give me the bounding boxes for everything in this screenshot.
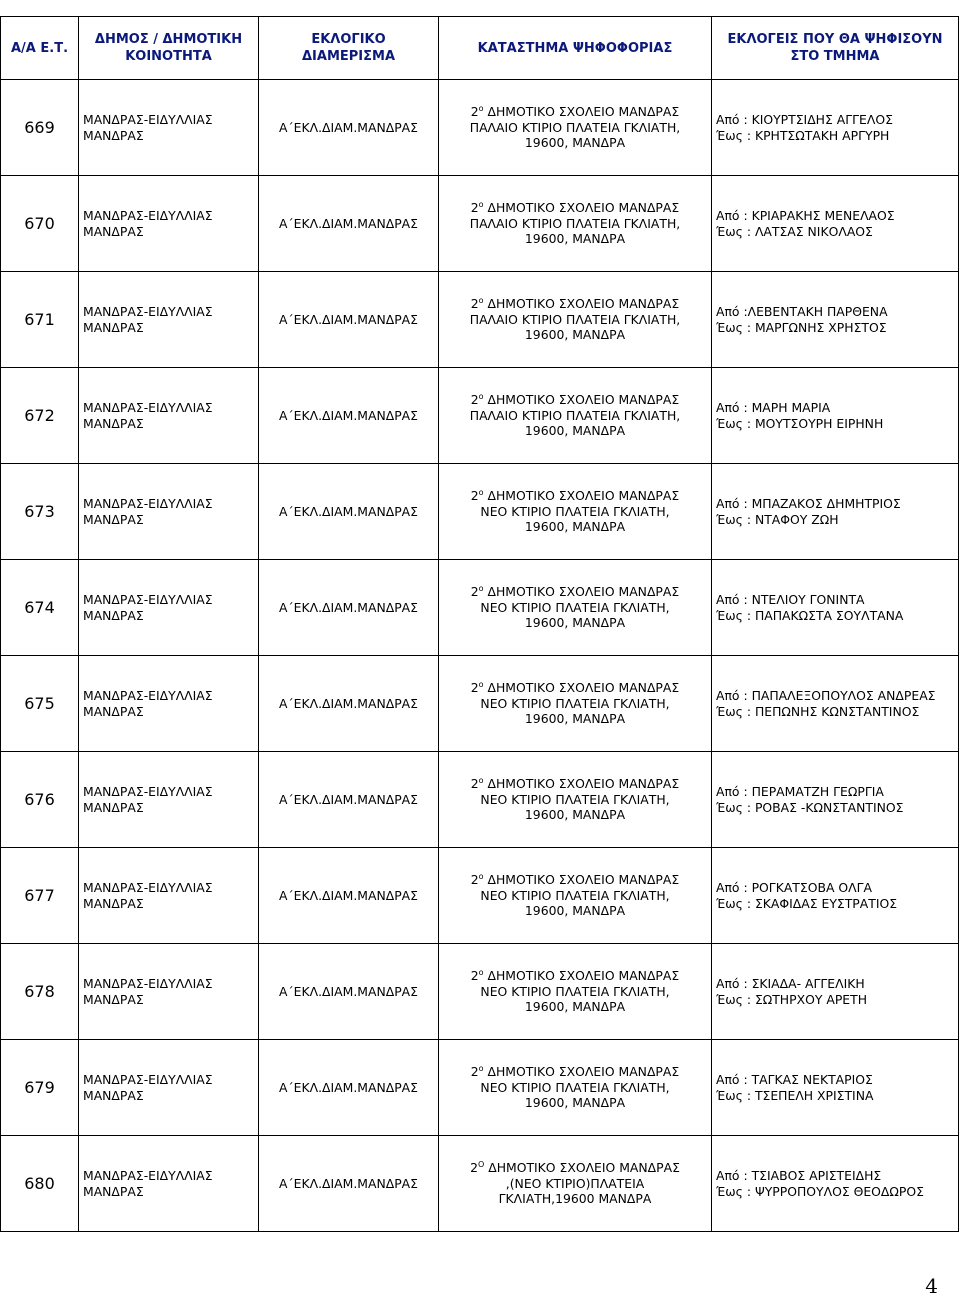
municipality-cell	[79, 80, 259, 176]
polling-station-line2: ΝΕΟ ΚΤΙΡΙΟ ΠΛΑΤΕΙΑ ΓΚΛΙΑΤΗ,	[480, 695, 670, 711]
table-row	[1, 272, 959, 368]
municipality-name: ΜΑΝΔΡΑΣ-ΕΙΔΥΛΛΙΑΣ	[83, 208, 213, 223]
ordinal-superscript: ο	[478, 872, 484, 882]
table-row	[1, 176, 959, 272]
school-name: ΔΗΜΟΤΙΚΟ ΣΧΟΛΕΙΟ ΜΑΝΔΡΑΣ	[483, 584, 680, 600]
school-ordinal: 2	[470, 104, 479, 120]
ordinal-superscript: ο	[478, 200, 484, 210]
row-number: 677	[1, 848, 79, 944]
voters-from: Από : ΚΙΟΥΡΤΣΙΔΗΣ ΑΓΓΕΛΟΣ	[716, 112, 893, 127]
row-number: 673	[1, 464, 79, 560]
polling-station-line1	[443, 104, 707, 120]
voters-to: Έως : ΜΑΡΓΩΝΗΣ ΧΡΗΣΤΟΣ	[716, 319, 887, 335]
polling-station-line1	[443, 872, 707, 888]
polling-station-line3: 19600, ΜΑΝΔΡΑ	[524, 1095, 626, 1111]
header-electoral-district: ΕΚΛΟΓΙΚΟ ΔΙΑΜΕΡΙΣΜΑ	[259, 17, 439, 80]
voters-cell	[712, 464, 959, 560]
community-name: ΜΑΝΔΡΑΣ	[83, 1183, 144, 1199]
polling-station-cell	[439, 560, 712, 656]
voters-to: Έως : ΨΥΡΡΟΠΟΥΛΟΣ ΘΕΟΔΩΡΟΣ	[716, 1183, 924, 1199]
ordinal-superscript: ο	[478, 104, 484, 114]
table-row	[1, 752, 959, 848]
electoral-district-cell: Α΄ΕΚΛ.ΔΙΑΜ.ΜΑΝΔΡΑΣ	[259, 656, 439, 752]
school-ordinal: 2	[470, 584, 479, 600]
ordinal-superscript: ο	[478, 296, 484, 306]
header-voters: ΕΚΛΟΓΕΙΣ ΠΟΥ ΘΑ ΨΗΦΙΣΟΥΝ ΣΤΟ ΤΜΗΜΑ	[712, 17, 959, 80]
polling-station-line3: 19600, ΜΑΝΔΡΑ	[524, 807, 626, 823]
voters-to: Έως : ΚΡΗΤΣΩΤΑΚΗ ΑΡΓΥΡΗ	[716, 127, 890, 143]
voters-to: Έως : ΝΤΑΦΟΥ ΖΩΗ	[716, 511, 839, 527]
electoral-district-cell: Α΄ΕΚΛ.ΔΙΑΜ.ΜΑΝΔΡΑΣ	[259, 464, 439, 560]
municipality-name: ΜΑΝΔΡΑΣ-ΕΙΔΥΛΛΙΑΣ	[83, 112, 213, 127]
polling-station-line1	[443, 488, 707, 504]
polling-station-line1	[443, 776, 707, 792]
school-name: ΔΗΜΟΤΙΚΟ ΣΧΟΛΕΙΟ ΜΑΝΔΡΑΣ	[483, 1064, 680, 1080]
voters-to: Έως : ΣΚΑΦΙΔΑΣ ΕΥΣΤΡΑΤΙΟΣ	[716, 895, 898, 911]
electoral-district-cell: Α΄ΕΚΛ.ΔΙΑΜ.ΜΑΝΔΡΑΣ	[259, 752, 439, 848]
polling-station-line3: 19600, ΜΑΝΔΡΑ	[524, 231, 626, 247]
municipality-cell	[79, 1136, 259, 1232]
table-row	[1, 656, 959, 752]
voters-cell	[712, 80, 959, 176]
polling-station-line3: 19600, ΜΑΝΔΡΑ	[524, 711, 626, 727]
municipality-name: ΜΑΝΔΡΑΣ-ΕΙΔΥΛΛΙΑΣ	[83, 304, 213, 319]
polling-station-line2: ΝΕΟ ΚΤΙΡΙΟ ΠΛΑΤΕΙΑ ΓΚΛΙΑΤΗ,	[480, 983, 670, 999]
ordinal-superscript: ο	[478, 1064, 484, 1074]
polling-station-line3: 19600, ΜΑΝΔΡΑ	[524, 903, 626, 919]
municipality-cell	[79, 944, 259, 1040]
header-polling-station: ΚΑΤΑΣΤΗΜΑ ΨΗΦΟΦΟΡΙΑΣ	[439, 17, 712, 80]
voters-from: Από : ΡΟΓΚΑΤΣΟΒΑ ΟΛΓΑ	[716, 880, 872, 895]
polling-station-line2: ΠΑΛΑΙΟ ΚΤΙΡΙΟ ΠΛΑΤΕΙΑ ΓΚΛΙΑΤΗ,	[469, 311, 681, 327]
row-number: 675	[1, 656, 79, 752]
community-name: ΜΑΝΔΡΑΣ	[83, 799, 144, 815]
polling-station-cell	[439, 752, 712, 848]
polling-station-line3: 19600, ΜΑΝΔΡΑ	[524, 999, 626, 1015]
polling-station-cell	[439, 944, 712, 1040]
table-row	[1, 80, 959, 176]
polling-station-cell	[439, 1040, 712, 1136]
header-municipality: ΔΗΜΟΣ / ΔΗΜΟΤΙΚΗ ΚΟΙΝΟΤΗΤΑ	[79, 17, 259, 80]
municipality-cell	[79, 752, 259, 848]
electoral-district-cell: Α΄ΕΚΛ.ΔΙΑΜ.ΜΑΝΔΡΑΣ	[259, 560, 439, 656]
school-ordinal: 2	[470, 1064, 479, 1080]
polling-station-line2: ΝΕΟ ΚΤΙΡΙΟ ΠΛΑΤΕΙΑ ΓΚΛΙΑΤΗ,	[480, 791, 670, 807]
polling-station-line1	[443, 680, 707, 696]
municipality-cell	[79, 368, 259, 464]
voters-from: Από : ΤΣΙΑΒΟΣ ΑΡΙΣΤΕΙΔΗΣ	[716, 1168, 882, 1183]
electoral-district-cell: Α΄ΕΚΛ.ΔΙΑΜ.ΜΑΝΔΡΑΣ	[259, 1136, 439, 1232]
municipality-cell	[79, 848, 259, 944]
community-name: ΜΑΝΔΡΑΣ	[83, 511, 144, 527]
page-number: 4	[925, 1274, 938, 1298]
municipality-name: ΜΑΝΔΡΑΣ-ΕΙΔΥΛΛΙΑΣ	[83, 400, 213, 415]
electoral-district-cell: Α΄ΕΚΛ.ΔΙΑΜ.ΜΑΝΔΡΑΣ	[259, 1040, 439, 1136]
school-name: ΔΗΜΟΤΙΚΟ ΣΧΟΛΕΙΟ ΜΑΝΔΡΑΣ	[483, 680, 680, 696]
voters-to: Έως : ΛΑΤΣΑΣ ΝΙΚΟΛΑΟΣ	[716, 223, 873, 239]
polling-station-line3: 19600, ΜΑΝΔΡΑ	[524, 135, 626, 151]
polling-station-line2: ΝΕΟ ΚΤΙΡΙΟ ΠΛΑΤΕΙΑ ΓΚΛΙΑΤΗ,	[480, 887, 670, 903]
polling-station-cell	[439, 656, 712, 752]
school-ordinal: 2	[470, 680, 479, 696]
polling-table	[0, 16, 959, 1232]
polling-station-cell	[439, 848, 712, 944]
electoral-district-cell: Α΄ΕΚΛ.ΔΙΑΜ.ΜΑΝΔΡΑΣ	[259, 176, 439, 272]
school-name: ΔΗΜΟΤΙΚΟ ΣΧΟΛΕΙΟ ΜΑΝΔΡΑΣ	[483, 104, 680, 120]
community-name: ΜΑΝΔΡΑΣ	[83, 895, 144, 911]
polling-station-cell	[439, 176, 712, 272]
electoral-district-cell: Α΄ΕΚΛ.ΔΙΑΜ.ΜΑΝΔΡΑΣ	[259, 80, 439, 176]
polling-station-line2: ΝΕΟ ΚΤΙΡΙΟ ΠΛΑΤΕΙΑ ΓΚΛΙΑΤΗ,	[480, 1079, 670, 1095]
voters-from: Από : ΠΕΡΑΜΑΤΖΗ ΓΕΩΡΓΙΑ	[716, 784, 884, 799]
municipality-cell	[79, 1040, 259, 1136]
voters-from: Από : ΝΤΕΛΙΟΥ ΓΟΝΙΝΤΑ	[716, 592, 865, 607]
municipality-cell	[79, 464, 259, 560]
voters-to: Έως : ΠΑΠΑΚΩΣΤΑ ΣΟΥΛΤΑΝΑ	[716, 607, 904, 623]
row-number: 672	[1, 368, 79, 464]
school-ordinal: 2	[470, 776, 479, 792]
municipality-name: ΜΑΝΔΡΑΣ-ΕΙΔΥΛΛΙΑΣ	[83, 784, 213, 799]
voters-to: Έως : ΜΟΥΤΣΟΥΡΗ ΕΙΡΗΝΗ	[716, 415, 884, 431]
community-name: ΜΑΝΔΡΑΣ	[83, 127, 144, 143]
polling-station-line3: 19600, ΜΑΝΔΡΑ	[524, 519, 626, 535]
table-row	[1, 848, 959, 944]
voters-to: Έως : ΤΣΕΠΕΛΗ ΧΡΙΣΤΙΝΑ	[716, 1087, 874, 1103]
voters-cell	[712, 1040, 959, 1136]
school-ordinal: 2	[470, 392, 479, 408]
table-row	[1, 560, 959, 656]
electoral-district-cell: Α΄ΕΚΛ.ΔΙΑΜ.ΜΑΝΔΡΑΣ	[259, 848, 439, 944]
electoral-district-cell: Α΄ΕΚΛ.ΔΙΑΜ.ΜΑΝΔΡΑΣ	[259, 368, 439, 464]
municipality-name: ΜΑΝΔΡΑΣ-ΕΙΔΥΛΛΙΑΣ	[83, 976, 213, 991]
polling-station-line2: ΝΕΟ ΚΤΙΡΙΟ ΠΛΑΤΕΙΑ ΓΚΛΙΑΤΗ,	[480, 503, 670, 519]
voters-cell	[712, 848, 959, 944]
polling-station-cell	[439, 368, 712, 464]
table-row	[1, 368, 959, 464]
ordinal-superscript: ο	[478, 680, 484, 690]
community-name: ΜΑΝΔΡΑΣ	[83, 319, 144, 335]
municipality-cell	[79, 176, 259, 272]
polling-station-line1	[443, 296, 707, 312]
school-name: ΔΗΜΟΤΙΚΟ ΣΧΟΛΕΙΟ ΜΑΝΔΡΑΣ	[483, 200, 680, 216]
community-name: ΜΑΝΔΡΑΣ	[83, 991, 144, 1007]
school-name: ΔΗΜΟΤΙΚΟ ΣΧΟΛΕΙΟ ΜΑΝΔΡΑΣ	[483, 296, 680, 312]
municipality-name: ΜΑΝΔΡΑΣ-ΕΙΔΥΛΛΙΑΣ	[83, 592, 213, 607]
voters-to: Έως : ΣΩΤΗΡΧΟΥ ΑΡΕΤΗ	[716, 991, 868, 1007]
voters-from: Από : ΜΑΡΗ ΜΑΡΙΑ	[716, 400, 831, 415]
polling-station-line1	[443, 968, 707, 984]
community-name: ΜΑΝΔΡΑΣ	[83, 415, 144, 431]
row-number: 680	[1, 1136, 79, 1232]
polling-station-line1	[443, 392, 707, 408]
row-number: 676	[1, 752, 79, 848]
ordinal-superscript: ο	[478, 776, 484, 786]
school-name: ΔΗΜΟΤΙΚΟ ΣΧΟΛΕΙΟ ΜΑΝΔΡΑΣ	[483, 776, 680, 792]
polling-station-cell	[439, 464, 712, 560]
polling-station-line2: ΠΑΛΑΙΟ ΚΤΙΡΙΟ ΠΛΑΤΕΙΑ ΓΚΛΙΑΤΗ,	[469, 119, 681, 135]
municipality-name: ΜΑΝΔΡΑΣ-ΕΙΔΥΛΛΙΑΣ	[83, 880, 213, 895]
polling-station-line1	[443, 1064, 707, 1080]
ordinal-superscript: ο	[478, 488, 484, 498]
voters-cell	[712, 944, 959, 1040]
school-ordinal: 2	[470, 296, 479, 312]
polling-station-cell	[439, 272, 712, 368]
row-number: 679	[1, 1040, 79, 1136]
electoral-district-cell: Α΄ΕΚΛ.ΔΙΑΜ.ΜΑΝΔΡΑΣ	[259, 272, 439, 368]
polling-station-line3: 19600, ΜΑΝΔΡΑ	[524, 327, 626, 343]
voters-cell	[712, 656, 959, 752]
municipality-name: ΜΑΝΔΡΑΣ-ΕΙΔΥΛΛΙΑΣ	[83, 688, 213, 703]
header-serial-number: Α/Α Ε.Τ.	[1, 17, 79, 80]
school-ordinal: 2	[470, 1160, 478, 1176]
voters-cell	[712, 176, 959, 272]
electoral-district-cell: Α΄ΕΚΛ.ΔΙΑΜ.ΜΑΝΔΡΑΣ	[259, 944, 439, 1040]
polling-station-line3: ΓΚΛΙΑΤΗ,19600 ΜΑΝΔΡΑ	[498, 1191, 652, 1207]
voters-to: Έως : ΡΟΒΑΣ -ΚΩΝΣΤΑΝΤΙΝΟΣ	[716, 799, 904, 815]
municipality-name: ΜΑΝΔΡΑΣ-ΕΙΔΥΛΛΙΑΣ	[83, 496, 213, 511]
voters-from: Από : ΚΡΙΑΡΑΚΗΣ ΜΕΝΕΛΑΟΣ	[716, 208, 895, 223]
ordinal-superscript: ο	[478, 584, 484, 594]
municipality-cell	[79, 560, 259, 656]
table-row	[1, 464, 959, 560]
ordinal-superscript: ο	[478, 968, 484, 978]
voters-from: Από : ΠΑΠΑΛΕΞΟΠΟΥΛΟΣ ΑΝΔΡΕΑΣ	[716, 688, 936, 703]
polling-station-line2: ΝΕΟ ΚΤΙΡΙΟ ΠΛΑΤΕΙΑ ΓΚΛΙΑΤΗ,	[480, 599, 670, 615]
voters-cell	[712, 272, 959, 368]
polling-station-line1	[443, 584, 707, 600]
polling-station-line3: 19600, ΜΑΝΔΡΑ	[524, 423, 626, 439]
municipality-name: ΜΑΝΔΡΑΣ-ΕΙΔΥΛΛΙΑΣ	[83, 1072, 213, 1087]
table-row	[1, 944, 959, 1040]
row-number: 669	[1, 80, 79, 176]
voters-to: Έως : ΠΕΠΩΝΗΣ ΚΩΝΣΤΑΝΤΙΝΟΣ	[716, 703, 920, 719]
voters-from: Από : ΤΑΓΚΑΣ ΝΕΚΤΑΡΙΟΣ	[716, 1072, 873, 1087]
municipality-cell	[79, 272, 259, 368]
school-name: ΔΗΜΟΤΙΚΟ ΣΧΟΛΕΙΟ ΜΑΝΔΡΑΣ	[483, 488, 680, 504]
community-name: ΜΑΝΔΡΑΣ	[83, 1087, 144, 1103]
school-ordinal: 2	[470, 200, 479, 216]
polling-station-line1	[443, 200, 707, 216]
row-number: 674	[1, 560, 79, 656]
municipality-cell	[79, 656, 259, 752]
school-ordinal: 2	[470, 968, 479, 984]
voters-cell	[712, 560, 959, 656]
polling-station-line3: 19600, ΜΑΝΔΡΑ	[524, 615, 626, 631]
school-ordinal: 2	[470, 488, 479, 504]
header-row	[1, 17, 959, 80]
row-number: 678	[1, 944, 79, 1040]
ordinal-superscript: ο	[478, 392, 484, 402]
community-name: ΜΑΝΔΡΑΣ	[83, 703, 144, 719]
voters-from: Από : ΣΚΙΑΔΑ- ΑΓΓΕΛΙΚΗ	[716, 976, 865, 991]
polling-station-line2: ΠΑΛΑΙΟ ΚΤΙΡΙΟ ΠΛΑΤΕΙΑ ΓΚΛΙΑΤΗ,	[469, 407, 681, 423]
school-name: ΔΗΜΟΤΙΚΟ ΣΧΟΛΕΙΟ ΜΑΝΔΡΑΣ	[483, 392, 680, 408]
polling-station-cell	[439, 1136, 712, 1232]
voters-cell	[712, 368, 959, 464]
community-name: ΜΑΝΔΡΑΣ	[83, 223, 144, 239]
table-row	[1, 1136, 959, 1232]
school-name: ΔΗΜΟΤΙΚΟ ΣΧΟΛΕΙΟ ΜΑΝΔΡΑΣ	[484, 1160, 680, 1176]
community-name: ΜΑΝΔΡΑΣ	[83, 607, 144, 623]
school-name: ΔΗΜΟΤΙΚΟ ΣΧΟΛΕΙΟ ΜΑΝΔΡΑΣ	[483, 872, 680, 888]
school-ordinal: 2	[470, 872, 479, 888]
row-number: 671	[1, 272, 79, 368]
polling-station-line2: ΠΑΛΑΙΟ ΚΤΙΡΙΟ ΠΛΑΤΕΙΑ ΓΚΛΙΑΤΗ,	[469, 215, 681, 231]
voters-from: Από : ΜΠΑΖΑΚΟΣ ΔΗΜΗΤΡΙΟΣ	[716, 496, 901, 511]
voters-cell	[712, 1136, 959, 1232]
polling-station-line1	[443, 1160, 707, 1176]
voters-cell	[712, 752, 959, 848]
municipality-name: ΜΑΝΔΡΑΣ-ΕΙΔΥΛΛΙΑΣ	[83, 1168, 213, 1183]
polling-station-line2: ,(ΝΕΟ ΚΤΙΡΙΟ)ΠΛΑΤΕΙΑ	[505, 1175, 645, 1191]
school-name: ΔΗΜΟΤΙΚΟ ΣΧΟΛΕΙΟ ΜΑΝΔΡΑΣ	[483, 968, 680, 984]
voters-from: Από :ΛΕΒΕΝΤΑΚΗ ΠΑΡΘΕΝΑ	[716, 304, 888, 319]
ordinal-superscript: Ο	[477, 1160, 485, 1170]
polling-station-cell	[439, 80, 712, 176]
row-number: 670	[1, 176, 79, 272]
table-row	[1, 1040, 959, 1136]
